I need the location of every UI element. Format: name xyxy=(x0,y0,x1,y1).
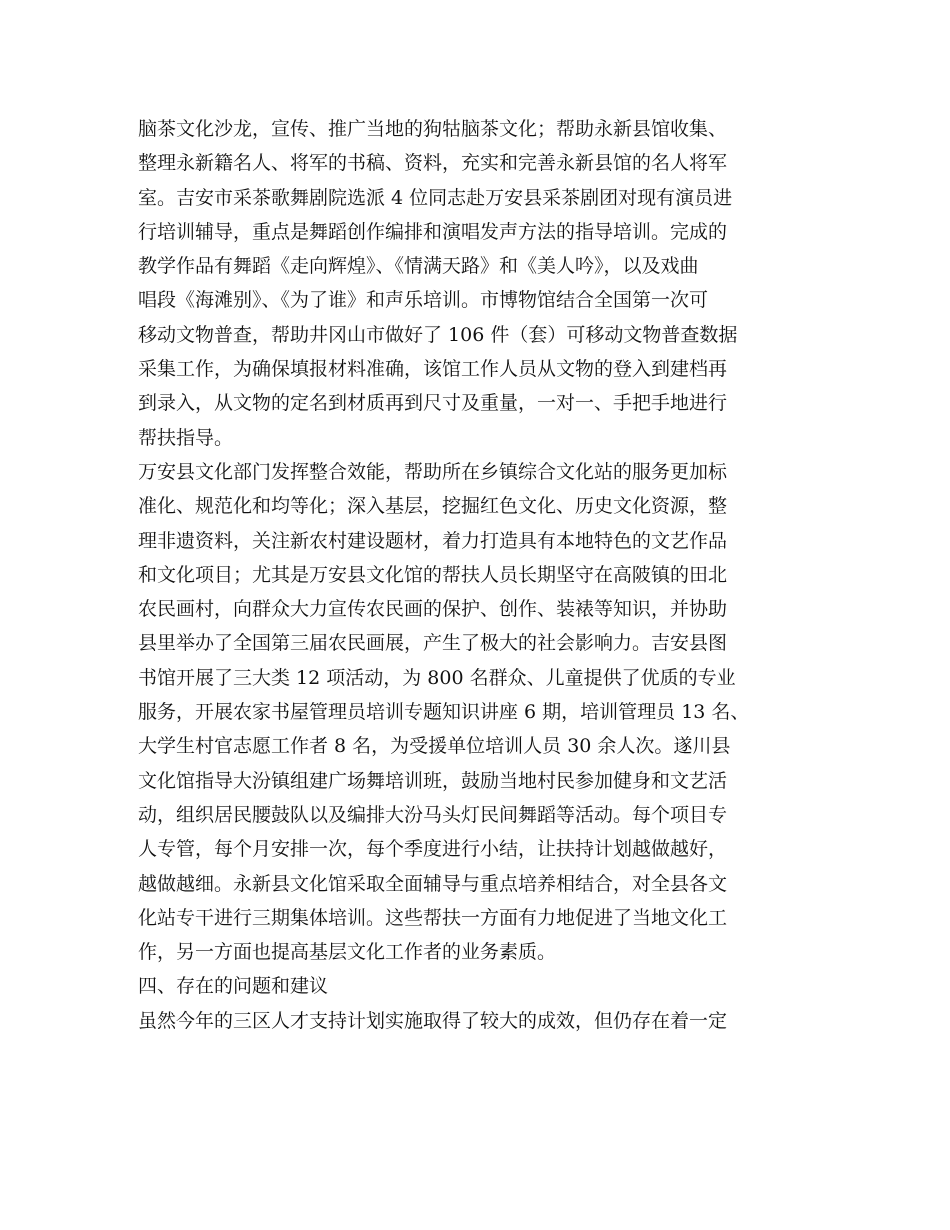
text-line: 虽然今年的三区人才支持计划实施取得了较大的成效，但仍存在着一定 xyxy=(138,1009,728,1032)
text-line: 书馆开展了三大类 12 项活动，为 800 名群众、儿童提供了优质的专业 xyxy=(138,666,736,689)
text-line: 准化、规范化和均等化；深入基层，挖掘红色文化、历史文化资源，整 xyxy=(138,495,728,518)
text-line: 脑茶文化沙龙，宣传、推广当地的狗牯脑茶文化；帮助永新县馆收集、 xyxy=(138,118,728,140)
text-line: 到录入，从文物的定名到材质再到尺寸及重量，一对一、手把手地进行 xyxy=(138,392,728,415)
text-line: 人专管，每个月安排一次，每个季度进行小结，让扶持计划越做越好， xyxy=(138,838,728,861)
text-line: 万安县文化部门发挥整合效能，帮助所在乡镇综合文化站的服务更加标 xyxy=(138,460,728,483)
section-heading: 四、存在的问题和建议 xyxy=(138,975,329,998)
document-body xyxy=(138,112,818,1038)
text-line: 化站专干进行三期集体培训。这些帮扶一方面有力地促进了当地文化工 xyxy=(138,906,728,929)
text-line: 理非遗资料，关注新农村建设题材，着力打造具有本地特色的文艺作品 xyxy=(138,529,728,552)
text-line: 行培训辅导，重点是舞蹈创作编排和演唱发声方法的指导培训。完成的 xyxy=(138,220,728,243)
text-line: 农民画村，向群众大力宣传农民画的保护、创作、装裱等知识，并协助 xyxy=(138,598,728,621)
text-line: 和文化项目；尤其是万安县文化馆的帮扶人员长期坚守在高陂镇的田北 xyxy=(138,563,728,586)
text-line: 室。吉安市采茶歌舞剧院选派 4 位同志赴万安县采茶剧团对现有演员进 xyxy=(138,186,733,209)
text-line: 文化馆指导大汾镇组建广场舞培训班，鼓励当地村民参加健身和文艺活 xyxy=(138,769,728,792)
text-line: 教学作品有舞蹈《走向辉煌》、《情满天路》和《美人吟》，以及戏曲 xyxy=(138,255,699,278)
text-line: 县里举办了全国第三届农民画展，产生了极大的社会影响力。吉安县图 xyxy=(138,632,728,655)
text-line: 采集工作，为确保填报材料准确，该馆工作人员从文物的登入到建档再 xyxy=(138,358,728,381)
text-line: 作，另一方面也提高基层文化工作者的业务素质。 xyxy=(138,941,557,964)
text-line: 移动文物普查，帮助井冈山市做好了 106 件（套）可移动文物普查数据 xyxy=(138,323,738,346)
text-line: 唱段《海滩别》、《为了谁》和声乐培训。市博物馆结合全国第一次可 xyxy=(138,289,709,312)
text-line: 帮扶指导。 xyxy=(138,426,234,449)
text-line: 动，组织居民腰鼓队以及编排大汾马头灯民间舞蹈等活动。每个项目专 xyxy=(138,803,728,826)
text-line: 大学生村官志愿工作者 8 名，为受援单位培训人员 30 余人次。遂川县 xyxy=(138,735,731,758)
text-line: 整理永新籍名人、将军的书稿、资料，充实和完善永新县馆的名人将军 xyxy=(138,152,728,175)
text-line: 越做越细。永新县文化馆采取全面辅导与重点培养相结合，对全县各文 xyxy=(138,872,728,895)
text-line: 服务，开展农家书屋管理员培训专题知识讲座 6 期，培训管理员 13 名、 xyxy=(138,701,750,724)
